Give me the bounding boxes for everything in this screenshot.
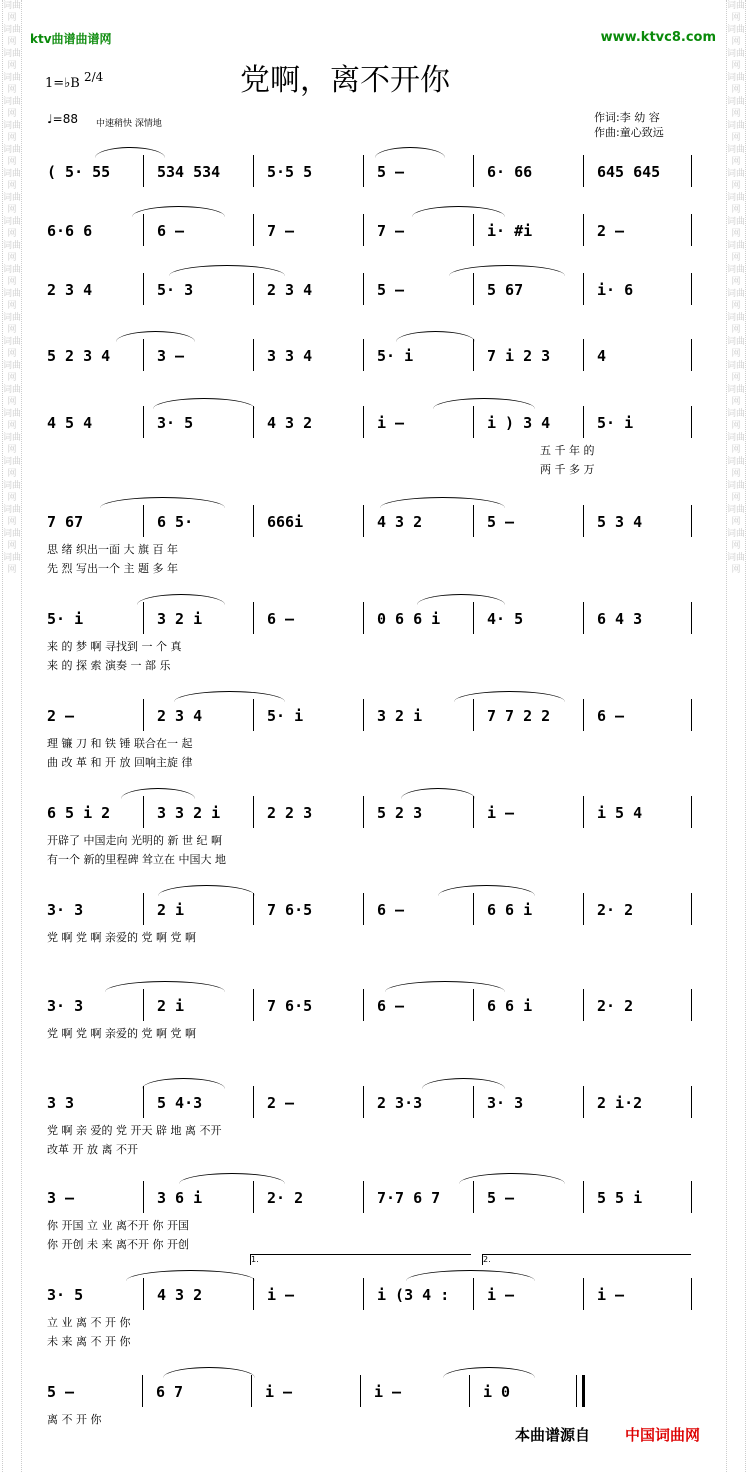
measure: 2 – — [47, 707, 75, 725]
measure: i· 6 — [597, 281, 634, 299]
slur — [174, 691, 285, 702]
measure: 5· i — [597, 414, 634, 432]
measure: 5 2 3 4 — [47, 347, 111, 365]
style-mark: 中速稍快 深情地 — [96, 119, 162, 129]
measure: 2· 2 — [267, 1189, 304, 1207]
measure: 6 – — [267, 610, 295, 628]
slur — [433, 398, 535, 409]
lyric-line: 曲 改 革 和 开 放 回响主旋 律 — [47, 756, 193, 769]
measure: i – — [487, 804, 515, 822]
slur — [163, 1367, 255, 1378]
measure: 5 – — [377, 281, 405, 299]
barline — [583, 505, 584, 537]
measure: 6 7 — [156, 1383, 184, 1401]
measure: 5· i — [47, 610, 84, 628]
barline — [473, 1278, 474, 1310]
measure: 5· 3 — [157, 281, 194, 299]
lyric-line: 党 啊 亲 爱的 党 开天 辟 地 离 不开 — [47, 1124, 222, 1137]
measure: 6 – — [377, 997, 405, 1015]
barline — [583, 893, 584, 925]
barline — [360, 1375, 361, 1407]
barline — [473, 1086, 474, 1118]
barline — [691, 699, 692, 731]
lyric-line: 党 啊 党 啊 亲爱的 党 啊 党 啊 — [47, 931, 196, 944]
barline — [253, 699, 254, 731]
slur — [406, 1270, 535, 1281]
barline — [583, 273, 584, 305]
measure: 5· i — [267, 707, 304, 725]
measure: 5 67 — [487, 281, 524, 299]
lyric-line: 五 千 年 的 — [540, 444, 595, 457]
barline — [691, 1278, 692, 1310]
site-link-right[interactable]: www.ktvc8.com — [600, 30, 716, 45]
measure: 4 3 2 — [157, 1286, 203, 1304]
measure: 5 4·3 — [157, 1094, 203, 1112]
slur — [142, 1078, 225, 1089]
barline — [143, 796, 144, 828]
barline — [691, 796, 692, 828]
slur — [179, 1173, 285, 1184]
lyric-line: 你 开国 立 业 离不开 你 开国 — [47, 1219, 189, 1232]
barline — [253, 505, 254, 537]
barline — [143, 1278, 144, 1310]
slur — [417, 594, 505, 605]
barline — [363, 505, 364, 537]
measure: 2 3 4 — [267, 281, 313, 299]
barline — [583, 406, 584, 438]
measure: 5·5 5 — [267, 163, 313, 181]
barline — [473, 339, 474, 371]
measure: 2 i·2 — [597, 1094, 643, 1112]
measure: ( 5· 55 — [47, 163, 111, 181]
lyric-line: 立 业 离 不 开 你 — [47, 1316, 131, 1329]
measure: 6· 66 — [487, 163, 533, 181]
barline — [583, 602, 584, 634]
measure: 3· 3 — [47, 901, 84, 919]
measure: i ) 3 4 — [487, 414, 551, 432]
barline — [583, 1181, 584, 1213]
slur — [126, 1270, 255, 1281]
measure: i (3 4 : — [377, 1286, 450, 1304]
measure: 7 67 — [47, 513, 84, 531]
barline — [473, 505, 474, 537]
measure: 5 – — [47, 1383, 75, 1401]
volta-bracket: 2. — [482, 1254, 691, 1265]
slur — [169, 265, 285, 276]
lyricist-credit: 作词:李 幼 容 — [594, 111, 660, 124]
barline — [363, 214, 364, 246]
measure: 7 – — [267, 222, 295, 240]
time-signature: 2/4 — [84, 70, 104, 84]
barline — [691, 339, 692, 371]
measure: 2 i — [157, 997, 185, 1015]
measure: 5 3 4 — [597, 513, 643, 531]
lyric-line: 改革 开 放 离 不开 — [47, 1143, 138, 1156]
barline — [363, 273, 364, 305]
slur — [385, 981, 505, 992]
measure: 666i — [267, 513, 304, 531]
barline — [363, 406, 364, 438]
measure: 4 3 2 — [377, 513, 423, 531]
barline — [473, 602, 474, 634]
measure: 7·7 6 7 — [377, 1189, 441, 1207]
barline — [691, 1086, 692, 1118]
watermark-left: 词曲网 词曲网 词曲网 词曲网 词曲网 词曲网 词曲网 词曲网 词曲网 词曲网 词曲网 词曲网 词曲网 词曲网 词曲网 词曲网 词曲网 词曲网 词曲网 词曲网 词曲网 词曲网 词曲网 词曲网 — [2, 0, 22, 1472]
slur — [158, 885, 255, 896]
measure: 6 5 i 2 — [47, 804, 111, 822]
measure: i – — [267, 1286, 295, 1304]
barline — [253, 214, 254, 246]
slur — [132, 206, 225, 217]
barline — [363, 989, 364, 1021]
barline — [143, 602, 144, 634]
barline — [253, 406, 254, 438]
barline — [469, 1375, 470, 1407]
slur — [401, 788, 475, 799]
slur — [100, 497, 225, 508]
barline — [583, 1086, 584, 1118]
barline — [253, 155, 254, 187]
barline — [583, 155, 584, 187]
measure: i 0 — [483, 1383, 511, 1401]
slur — [454, 691, 565, 702]
measure: 4 5 4 — [47, 414, 93, 432]
measure: 3 2 i — [157, 610, 203, 628]
barline — [253, 796, 254, 828]
barline — [253, 273, 254, 305]
measure: i – — [265, 1383, 293, 1401]
slur — [105, 981, 225, 992]
measure: 2 i — [157, 901, 185, 919]
measure: 5 2 3 — [377, 804, 423, 822]
barline — [363, 796, 364, 828]
measure: 5 – — [377, 163, 405, 181]
measure: 3 – — [157, 347, 185, 365]
measure: 0 6 6 i — [377, 610, 441, 628]
key-signature: 1=♭B 2/4 — [45, 70, 104, 91]
slur — [412, 206, 505, 217]
measure: 6 6 i — [487, 901, 533, 919]
lyric-line: 来 的 探 索 演奏 一 部 乐 — [47, 659, 171, 672]
measure: 3· 5 — [157, 414, 194, 432]
measure: 534 534 — [157, 163, 221, 181]
final-barline — [576, 1375, 585, 1407]
measure: 2 – — [597, 222, 625, 240]
barline — [473, 796, 474, 828]
measure: 3 3 — [47, 1094, 75, 1112]
measure: 3· 5 — [47, 1286, 84, 1304]
barline — [691, 406, 692, 438]
site-link-left[interactable]: ktv曲谱曲谱网 — [30, 32, 112, 46]
measure: 2 2 3 — [267, 804, 313, 822]
barline — [583, 214, 584, 246]
barline — [691, 505, 692, 537]
measure: 7 – — [377, 222, 405, 240]
watermark-right: 词曲网 词曲网 词曲网 词曲网 词曲网 词曲网 词曲网 词曲网 词曲网 词曲网 词曲网 词曲网 词曲网 词曲网 词曲网 词曲网 词曲网 词曲网 词曲网 词曲网 词曲网 词曲网 词曲网 词曲网 — [726, 0, 746, 1472]
measure: 5· i — [377, 347, 414, 365]
measure: i – — [487, 1286, 515, 1304]
barline — [143, 155, 144, 187]
slur — [459, 1173, 565, 1184]
barline — [473, 989, 474, 1021]
measure: 645 645 — [597, 163, 661, 181]
barline — [363, 699, 364, 731]
measure: i – — [597, 1286, 625, 1304]
slur — [95, 147, 165, 158]
barline — [251, 1375, 252, 1407]
lyric-line: 你 开创 未 来 离不开 你 开创 — [47, 1238, 189, 1251]
lyric-line: 理 镰 刀 和 铁 锤 联合在一 起 — [47, 737, 193, 750]
lyric-line: 未 来 离 不 开 你 — [47, 1335, 131, 1348]
lyric-line: 开辟了 中国走向 光明的 新 世 纪 啊 — [47, 834, 222, 847]
measure: 6 4 3 — [597, 610, 643, 628]
measure: 2 3 4 — [157, 707, 203, 725]
measure: 2 3·3 — [377, 1094, 423, 1112]
barline — [473, 699, 474, 731]
barline — [473, 406, 474, 438]
slur — [375, 147, 445, 158]
barline — [253, 602, 254, 634]
measure: 3 6 i — [157, 1189, 203, 1207]
barline — [363, 602, 364, 634]
measure: 4 3 2 — [267, 414, 313, 432]
barline — [363, 339, 364, 371]
measure: 6·6 6 — [47, 222, 93, 240]
volta-bracket: 1. — [250, 1254, 471, 1265]
measure: 3 – — [47, 1189, 75, 1207]
measure: 4 — [597, 347, 607, 365]
slur — [422, 1078, 505, 1089]
measure: 7 6·5 — [267, 997, 313, 1015]
barline — [143, 1086, 144, 1118]
slur — [121, 788, 195, 799]
measure: i – — [377, 414, 405, 432]
barline — [691, 214, 692, 246]
barline — [583, 339, 584, 371]
barline — [143, 339, 144, 371]
lyric-line: 离 不 开 你 — [47, 1413, 102, 1426]
barline — [142, 1375, 143, 1407]
measure: 2 3 4 — [47, 281, 93, 299]
barline — [583, 989, 584, 1021]
slur — [443, 1367, 535, 1378]
measure: 4· 5 — [487, 610, 524, 628]
measure: i – — [374, 1383, 402, 1401]
measure: 3· 3 — [487, 1094, 524, 1112]
lyric-line: 来 的 梦 啊 寻找到 一 个 真 — [47, 640, 182, 653]
source-site-link[interactable]: 中国词曲网 — [625, 1426, 701, 1444]
measure: 6 – — [597, 707, 625, 725]
barline — [253, 1086, 254, 1118]
song-title: 党啊，离不开你 — [240, 63, 450, 98]
slur — [438, 885, 535, 896]
barline — [253, 339, 254, 371]
barline — [253, 1181, 254, 1213]
barline — [143, 893, 144, 925]
measure: 7 i 2 3 — [487, 347, 551, 365]
slur — [137, 594, 225, 605]
barline — [143, 699, 144, 731]
barline — [143, 214, 144, 246]
barline — [691, 893, 692, 925]
measure: 3 3 2 i — [157, 804, 221, 822]
barline — [583, 699, 584, 731]
measure: 3· 3 — [47, 997, 84, 1015]
barline — [583, 796, 584, 828]
measure: 2 – — [267, 1094, 295, 1112]
barline — [143, 989, 144, 1021]
barline — [143, 505, 144, 537]
measure: 3 2 i — [377, 707, 423, 725]
measure: 5 – — [487, 1189, 515, 1207]
barline — [473, 155, 474, 187]
measure: i· #i — [487, 222, 533, 240]
barline — [473, 273, 474, 305]
lyric-line: 两 千 多 万 — [540, 463, 595, 476]
lyric-line: 党 啊 党 啊 亲爱的 党 啊 党 啊 — [47, 1027, 196, 1040]
slur — [380, 497, 505, 508]
barline — [583, 1278, 584, 1310]
barline — [363, 893, 364, 925]
barline — [691, 602, 692, 634]
barline — [691, 1181, 692, 1213]
slur — [449, 265, 565, 276]
barline — [363, 1278, 364, 1310]
lyric-line: 有一个 新的里程碑 耸立在 中国大 地 — [47, 853, 226, 866]
lyric-line: 思 绪 织出一面 大 旗 百 年 — [47, 543, 178, 556]
measure: 6 5· — [157, 513, 194, 531]
measure: 5 5 i — [597, 1189, 643, 1207]
barline — [473, 1181, 474, 1213]
barline — [363, 155, 364, 187]
barline — [253, 989, 254, 1021]
measure: 6 – — [377, 901, 405, 919]
measure: 6 – — [157, 222, 185, 240]
slur — [116, 331, 195, 342]
barline — [253, 893, 254, 925]
barline — [143, 406, 144, 438]
slur — [396, 331, 475, 342]
barline — [253, 1278, 254, 1310]
measure: 7 6·5 — [267, 901, 313, 919]
barline — [143, 273, 144, 305]
slur — [153, 398, 255, 409]
lyric-line: 先 烈 写出一个 主 题 多 年 — [47, 562, 178, 575]
measure: 3 3 4 — [267, 347, 313, 365]
barline — [691, 155, 692, 187]
measure: 7 7 2 2 — [487, 707, 551, 725]
measure: i 5 4 — [597, 804, 643, 822]
source-label: 本曲谱源自 — [515, 1426, 591, 1444]
barline — [691, 989, 692, 1021]
barline — [143, 1181, 144, 1213]
measure: 6 6 i — [487, 997, 533, 1015]
barline — [473, 214, 474, 246]
barline — [363, 1086, 364, 1118]
measure: 2· 2 — [597, 997, 634, 1015]
measure: 5 – — [487, 513, 515, 531]
barline — [691, 273, 692, 305]
composer-credit: 作曲:童心致远 — [594, 126, 664, 139]
tempo-mark: ♩=88 — [47, 112, 78, 126]
measure: 2· 2 — [597, 901, 634, 919]
barline — [363, 1181, 364, 1213]
barline — [473, 893, 474, 925]
